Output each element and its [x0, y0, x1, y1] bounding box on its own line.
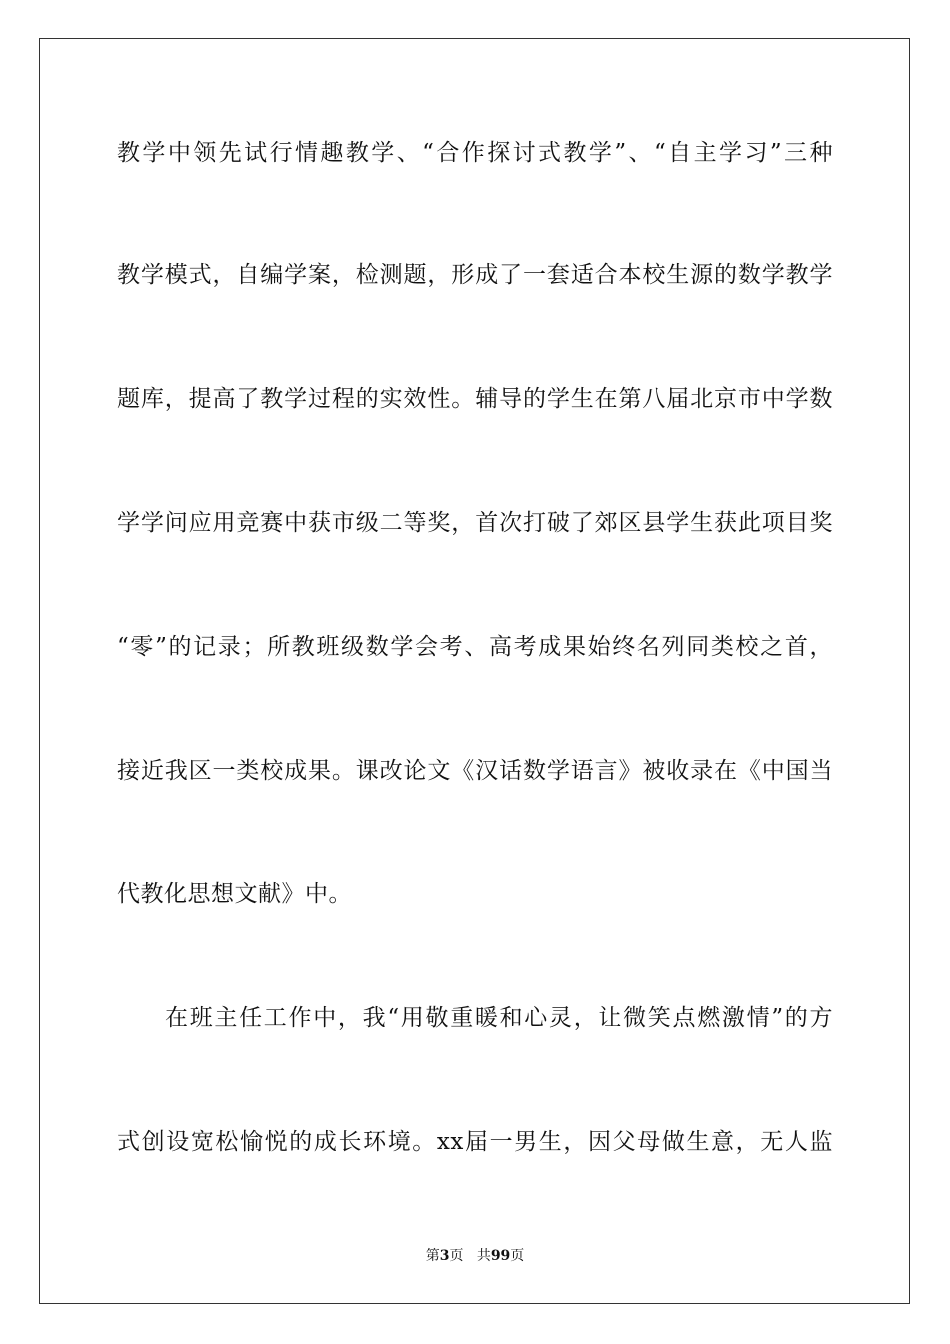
paragraph-line: 在班主任工作中，我“用敬重暖和心灵，让微笑点燃激情”的方: [165, 1005, 833, 1031]
page-suffix: 页: [449, 1248, 464, 1264]
paragraph-line: 学学问应用竞赛中获市级二等奖，首次打破了郊区县学生获此项目奖: [117, 510, 833, 536]
paragraph-line: “零”的记录；所教班级数学会考、高考成果始终名列同类校之首，: [117, 634, 833, 660]
paragraph-line: 接近我区一类校成果。课改论文《汉话数学语言》被收录在《中国当: [117, 758, 833, 784]
paragraph-line: 教学模式，自编学案，检测题，形成了一套适合本校生源的数学教学: [117, 262, 833, 288]
total-pages: 99: [490, 1248, 511, 1264]
page-footer: [0, 1247, 950, 1265]
page-border: [39, 38, 910, 1304]
paragraph-line: 题库，提高了教学过程的实效性。辅导的学生在第八届北京市中学数: [117, 386, 833, 412]
total-suffix: 页: [510, 1248, 525, 1264]
page-number: 3: [439, 1248, 450, 1264]
paragraph-line: 教学中领先试行情趣教学、“合作探讨式教学”、“自主学习”三种: [117, 140, 833, 166]
paragraph-line: 代教化思想文献》中。: [117, 881, 352, 907]
page-prefix: 第: [425, 1248, 440, 1264]
paragraph-line: 式创设宽松愉悦的成长环境。xx届一男生，因父母做生意，无人监: [117, 1129, 833, 1155]
total-prefix: 共: [476, 1248, 491, 1264]
